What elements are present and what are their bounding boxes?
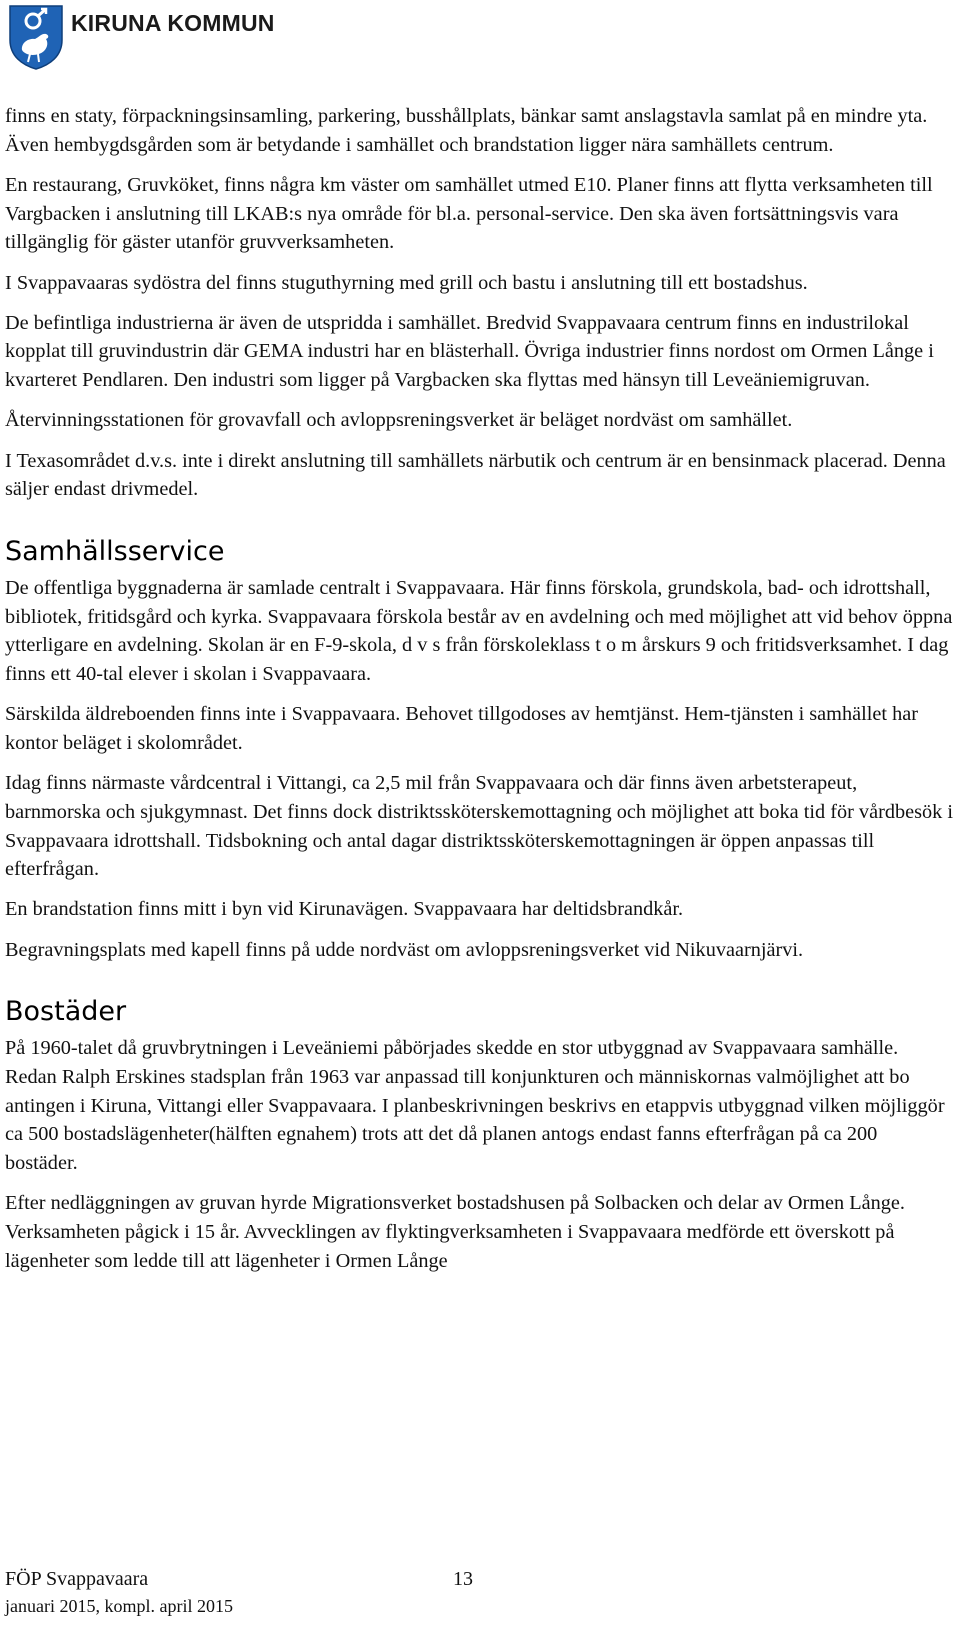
kiruna-coat-of-arms-icon <box>8 4 64 70</box>
body-paragraph: I Svappavaaras sydöstra del finns stuguthyrning med grill och bastu i anslutning till ett bostadshus. <box>5 271 808 294</box>
section-heading-bostader: Bostäder <box>5 996 127 1028</box>
body-paragraph: De offentliga byggnaderna är samlade centralt i Svappavaara. Här finns förskola, grundskola, bad- och idrottshall, bibliotek, fritidsgård och kyrka. Svappavaara förskola består av en avdelning och med möjlighet att vid behov öppna ytterligare en avdelning. Skolan är en F-9-skola, d v s från förskoleklass t o m årskurs 9 och fritidsverksamhet. I dag finns ett 40-tal elever i skolan i Svappavaara. <box>5 576 953 686</box>
body-paragraph: En brandstation finns mitt i byn vid Kirunavägen. Svappavaara har deltidsbrandkår. <box>5 898 684 921</box>
org-name: KIRUNA KOMMUN <box>71 10 275 36</box>
body-paragraph: Efter nedläggningen av gruvan hyrde Migrationsverket bostadshusen på Solbacken och delar av Ormen Långe. Verksamheten pågick i 15 år. Avvecklingen av flyktingverksamheten i Svappavaara medförde ett överskott på lägenheter som ledde till att lägenheter i Ormen Långe <box>5 1192 905 1272</box>
document-body <box>5 102 955 1287</box>
page-header <box>8 4 275 70</box>
body-paragraph: De befintliga industrierna är även de utspridda i samhället. Bredvid Svappavaara centrum finns en industrilokal kopplat till gruvindustrin där GEMA industri har en blästerhall. Övriga industrier finns nordost om Ormen Långe i kvarteret Pendlaren. Den industri som ligger på Vargbacken ska flyttas med hänsyn till Leveäniemigruvan. <box>5 311 934 392</box>
footer-doc-title: FÖP Svappavaara <box>5 1568 149 1590</box>
body-paragraph: En restaurang, Gruvköket, finns några km väster om samhället utmed E10. Planer finns att flytta verksamheten till Vargbacken i anslutning till LKAB:s nya område för bl.a. personal-service. Den ska även fortsättningsvis vara tillgänglig för gäster utanför gruvverksamheten. <box>5 173 933 254</box>
section-heading-samhallsservice: Samhällsservice <box>5 535 225 567</box>
body-paragraph: På 1960-talet då gruvbrytningen i Leveäniemi påbörjades skedde en stor utbyggnad av Svappavaara samhälle. Redan Ralph Erskines stadsplan från 1963 var anpassad till konjunkturen och människornas valmöjlighet att bo antingen i Kiruna, Vittangi eller Svappavaara. I planbeskrivningen beskrivs en etappvis utbyggnad vilken möjliggör ca 500 bostadslägenheter(hälften egnahem) trots att det då planen antogs endast fanns efterfrågan på ca 200 bostäder. <box>5 1037 945 1175</box>
body-paragraph: I Texasområdet d.v.s. inte i direkt anslutning till samhällets närbutik och centrum är en bensinmack placerad. Denna säljer endast drivmedel. <box>5 449 946 501</box>
page-number: 13 <box>453 1568 473 1590</box>
body-paragraph: Särskilda äldreboenden finns inte i Svappavaara. Behovet tillgodoses av hemtjänst. Hem-tjänsten i samhället har kontor beläget i skolområdet. <box>5 703 918 754</box>
body-paragraph: Återvinningsstationen för grovavfall och avloppsreningsverket är beläget nordväst om samhället. <box>5 409 793 432</box>
body-paragraph: Idag finns närmaste vårdcentral i Vittangi, ca 2,5 mil från Svappavaara och där finns även arbetsterapeut, barnmorska och sjukgymnast. Det finns dock distriktssköterskemottagning och möjlighet att boka tid för vårdbesök i Svappavaara idrottshall. Tidsbokning och antal dagar distriktssköterskemottagningen är öppen anpassas till efterfrågan. <box>5 772 953 881</box>
body-paragraph: Begravningsplats med kapell finns på udde nordväst om avloppsreningsverket vid Nikuvaarnjärvi. <box>5 938 804 961</box>
body-paragraph: finns en staty, förpackningsinsamling, parkering, busshållplats, bänkar samt anslagstavla samlat på en mindre yta. Även hembygdsgården som är betydande i samhället och brandstation ligger nära samhällets centrum. <box>5 105 928 156</box>
footer-date: januari 2015, kompl. april 2015 <box>5 1596 233 1616</box>
